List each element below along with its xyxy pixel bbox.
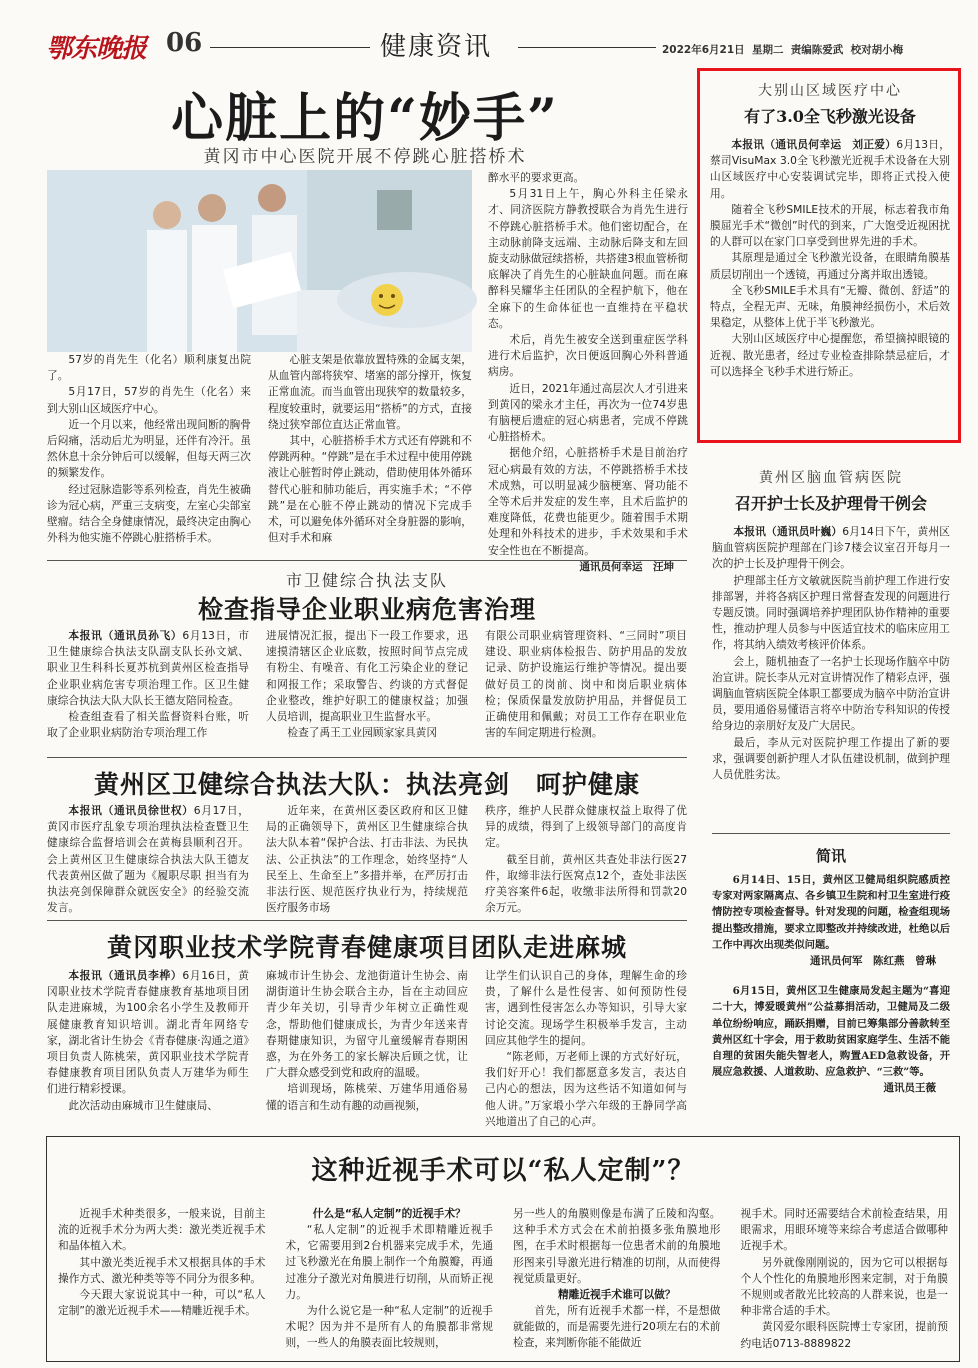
brief-byline: 通讯员何军 陈红燕 曾琳 (810, 955, 936, 968)
paragraph: 醉水平的要求更高。 (488, 171, 585, 184)
article4-title: 黄冈职业技术学院青春健康项目团队走进麻城 (106, 933, 627, 962)
paragraph: 此次活动由麻城市卫生健康局、 (68, 1098, 219, 1112)
byline: 通讯员何幸运 汪坤 (579, 560, 674, 573)
paragraph: “私人定制”的近视手术即精雕近视手术，它需要用到2台机器来完成手术，先通过飞秒激光在角膜上制作一个角膜瓣，再通过准分子激光对角膜进行切削，从而矫正视力。 (285, 1223, 493, 1301)
paragraph: 其中激光类近视手术又根据具体的手术操作方式、激光种类等等不同分为很多种。 (58, 1255, 266, 1285)
paragraph: 本报讯（通讯员何幸运 刘正爱）6月13日，蔡司VisuMax 3.0全飞秒激光近视手术设备在大别山区域医疗中心安装调试完毕，即将正式投入使用。 (710, 138, 950, 200)
paragraph: 另一些人的角膜则像是布满了丘陵和沟壑。这种手术方式会在术前拍摄多张角膜地形图，在手术时根据每一位患者术前的角膜地形图来引导激光进行精准的切削，从而使得视觉质量更好。 (513, 1207, 721, 1285)
brief-byline: 通讯员王薇 (883, 1082, 936, 1095)
paragraph: 经过冠脉造影等系列检查，肖先生被确诊为冠心病，严重三支病变，左室心尖部室壁瘤。结合全身健康情况，最终决定由胸心外科为他实施不停跳心脏搭桥手术。 (47, 482, 251, 545)
paragraph: 护理部主任方文敏就医院当前护理工作进行安排部署，并将各病区护理日常督查发现的问题进行专题反馈。同时强调培养护理团队协作精神的重要性，推动护理人员参与中医适宜技术的临床应用工作，将其纳入绩效考核评价体系。 (712, 573, 950, 652)
main-headline: 心脏上的“妙手” (171, 88, 559, 149)
main-body (47, 352, 472, 548)
paragraph: 本报讯（通讯员徐世权）6月17日，黄冈市医疗乱象专项治理执法检查暨卫生健康综合监督培训会在黄梅县顺利召开。会上黄州区卫生健康综合执法大队王德友代表黄州区做了题为《履职尽职 担当有为 执法亮剑保障群众就医安全》的经验交流发言。 (47, 804, 249, 915)
paragraph: 其中，心脏搭桥手术方式还有停跳和不停跳两种。“停跳”是在手术过程中使用停跳液让心脏暂时停止跳动，借助使用体外循环替代心脏和肺功能后，再实施手术；“不停跳”是在心脏不停止跳动的情况下完成手术，可以避免体外循环对全身脏器的影响，但对手术和麻 (268, 434, 472, 545)
article2-body (47, 628, 687, 752)
paragraph: 本报讯（通讯员叶巍）6月14日下午，黄州区脑血管病医院护理部在门诊7楼会议室召开每月一次的护士长及护理骨干例会。 (712, 525, 950, 571)
article3-body (47, 803, 687, 913)
paragraph: 5月31日上午，胸心外科主任梁永才、同济医院方静教授联合为肖先生进行不停跳心脏搭桥手术。他们密切配合，在主动脉前降支远端、主动脉后降支和左回旋支动脉做冠续搭桥，共搭建3根血管桥彻底解决了肖先生的心脏缺血问题。而在麻醉科吴耀华主任团队的全程护航下，他在全麻下的生命体征也一直维持在平稳状态。 (488, 187, 688, 330)
sidebar2-kicker: 黄州区脑血管病医院 (759, 470, 903, 486)
article2-title: 检查指导企业职业病危害治理 (197, 595, 536, 624)
main-col-3 (488, 170, 688, 573)
article4-body (47, 968, 687, 1128)
paragraph: 最后，李从元对医院护理工作提出了新的要求，强调要创新护理人才队伍建设机制，做到护理人员优胜劣汰。 (712, 735, 950, 782)
paragraph: 检查了禹王工业园顾家家具黄冈 (287, 726, 438, 740)
rule (47, 757, 687, 758)
paragraph: 黄冈爱尔眼科医院博士专家团，提前预约电话0713-8889822 (740, 1320, 948, 1350)
briefs-title: 简讯 (815, 847, 846, 865)
sidebar1-kicker: 大别山区域医疗中心 (758, 83, 902, 99)
rule (47, 560, 687, 561)
sidebar1 (710, 80, 950, 435)
main-col-1 (47, 352, 251, 548)
main-subtitle: 黄冈市中心医院开展不停跳心脏搭桥术 (203, 147, 527, 167)
page-number: 06 (166, 28, 203, 58)
briefs (712, 845, 950, 1110)
paragraph: 近一个月以来，他经常出现间断的胸骨后闷痛，活动后尤为明显，还伴有冷汗。虽然休息十余分钟后可以缓解，但每天两三次的频繁发作。 (47, 417, 251, 480)
paragraph: 本报讯（通讯员李桦）6月16日，黄冈职业技术学院青春健康教育基地项目团队走进麻城，为100余名小学生及教师开展健康教育知识培训。湖北青年网络专家，湖北省计生协会《青春健康·沟通之道》项目负责人陈桃荣，黄冈职业技术学院青春健康教育项目团队负责人万建华为师生们进行精彩授课。 (47, 969, 249, 1096)
paragraph: 全飞秒SMILE手术具有“无瓣、微创、舒适”的特点，全程无声、无味，角膜神经损伤小，术后效果稳定，从整体上优于半飞秒激光。 (710, 283, 950, 330)
main-col-2 (268, 352, 472, 548)
paragraph: 麻城市计生协会、龙池街道计生协会、南湖街道计生协会联合主办，旨在主动回应青少年关切，引导青少年树立正确性观念，帮助他们健康成长，为青少年送来青春期健康知识，为留守儿童缓解青春期困惑，为在外务工的家长解决后顾之忧，让广大群众感受到党和政府的温暖。 (266, 969, 468, 1080)
paragraph: 首先，所有近视手术都一样，不是想做就能做的，而是需要先进行20项左右的术前检查，来判断你能不能做近 (513, 1304, 721, 1350)
masthead-rule-left (210, 47, 370, 48)
paragraph: 大别山区域医疗中心提醒您，希望摘掉眼镜的近视、散光患者，经过专业检查排除禁忌症后，才可以选择全飞秒手术进行矫正。 (710, 332, 950, 378)
paragraph: 检查组查看了相关监督资料台账，听取了企业职业病防治专项治理工作 (47, 710, 249, 740)
paragraph: 今天跟大家说说其中一种，可以“私人定制”的激光近视手术——精雕近视手术。 (58, 1288, 266, 1318)
sidebar2-title: 召开护士长及护理骨干例会 (734, 494, 927, 513)
rule (47, 920, 687, 921)
paragraph: 另外就像刚刚说的，因为它可以根据每个人个性化的角膜地形图来定制，对于角膜不规则或者散光比较高的人群来说，也是一种非常合适的手术。 (740, 1255, 948, 1318)
masthead-logo: 鄂东晚报 (46, 34, 147, 64)
article2-kicker: 市卫健综合执法支队 (285, 571, 448, 590)
paragraph: 培训现场，陈桃荣、万建华用通俗易懂的语言和生动有趣的动画视频， (266, 1082, 468, 1112)
feature-title: 这种近视手术可以“私人定制”？ (311, 1156, 695, 1186)
paragraph: 会上，随机抽查了一名护士长现场作脑卒中防治宣讲。院长李从元对宣讲情况作了精彩点评，强调脑血管病医院全体职工都要成为脑卒中防治宣讲员，要用通俗易懂语言将卒中防治专科知识的传授给身边的亲朋好友及广大居民。 (712, 654, 950, 733)
paragraph: 术后，肖先生被安全送到重症医学科进行术后监护，次日便返回胸心外科普通病房。 (488, 333, 688, 379)
sidebar2 (712, 467, 950, 827)
paragraph: 进展情况汇报，提出下一段工作要求，迅速摸清辖区企业底数，按照时间节点完成有粉尘、有噪音、有化工污染企业的登记和网报工作；采取警告、约谈的方式督促企业整改，维护好职工的健康权益；加强人员培训，提高职业卫生监督水平。 (266, 629, 468, 724)
sidebar1-title: 有了3.0全飞秒激光设备 (744, 107, 916, 126)
feature-subheading: 什么是“私人定制”的近视手术？ (312, 1207, 466, 1220)
section-name: 健康资讯 (380, 32, 493, 62)
paragraph: 心脏支架是依靠放置特殊的金属支架，从血管内部将狭窄、堵塞的部分撑开，恢复正常血流。而当血管出现狭窄的数量较多，程度较重时，就要运用“搭桥”的方式，直接绕过狭窄部位直达正常血管。 (268, 353, 472, 431)
paragraph: 为什么说它是一种“私人定制”的近视手术呢？因为并不是所有人的角膜都非常规则，一些人的角膜表面比较规则， (285, 1304, 493, 1350)
paragraph: 截至目前，黄州区共查处非法行医27件，取缔非法行医窝点12个，查处非法医疗美容案件6起，收缴非法所得和罚款20余万元。 (485, 852, 687, 915)
paragraph: 让学生们认识自己的身体，理解生命的珍贵，了解什么是性侵害、如何预防性侵害，遇到性侵害怎么办等知识，引导大家讨论交流。现场学生积极举手发言，主动回应其他学生的提问。 (485, 969, 687, 1047)
paragraph: “陈老师，万老师上课的方式好好玩，我们好开心！我们都愿意多发言，表达自己内心的想法，因为这些话不知道如何与他人讲。”万家塅小学六年级的王静同学高兴地道出了自己的心声。 (485, 1050, 687, 1128)
masthead-info: 2022年6月21日 星期二 责编陈爱武 校对胡小梅 (662, 44, 904, 56)
paragraph: 视手术。同时还需要结合术前检查结果，用眼需求，用眼环境等来综合考虑适合做哪种近视手术。 (740, 1207, 948, 1253)
brief-paragraph: 6月15日，黄州区卫生健康局发起主题为“喜迎二十大，博爱暖黄州”公益募捐活动，卫健局及二级单位纷纷响应，踊跃捐赠，目前已筹集部分善款转至黄州区红十字会，用于救助贫困家庭学生、生活不能自理的贫困失能失智老人，购置AED急救设备，开展应急救援、人道救助、应急救护、“三救”等。 (712, 985, 950, 1079)
paragraph: 有限公司职业病管理资料、“三同时”项目建设、职业病体检报告、防护用品的发放记录、防护设施运行维护等情况。提出要做好员工的岗前、岗中和岗后职业病体检；保质保量发放防护用品，并督促员工正确使用和佩戴；对员工工作存在职业危害的车间定期进行检测。 (485, 629, 687, 740)
paragraph: 近年来，在黄州区委区政府和区卫健局的正确领导下，黄州区卫生健康综合执法大队本着“保护合法、打击非法、为民执法、公正执法”的工作理念，始终坚持“人民至上、生命至上”多措并举，在严厉打击非法行医、规范医疗执业行为，持续规范医疗服务市场 (266, 804, 468, 915)
feature-body (58, 1206, 948, 1356)
paragraph: 随着全飞秒SMILE技术的开展，标志着我市角膜屈光手术“微创”时代的到来，广大饱受近视困扰的人群可以在家门口享受到世界先进的手术。 (710, 202, 950, 249)
paragraph: 据他介绍，心脏搭桥手术是目前治疗冠心病最有效的方法，不停跳搭桥手术技术成熟，可以明显减少脑梗塞、肾功能不全等术后并发症的发生率，且术后监护的难度降低，花费也能更少。随着围手术期处理和外科技术的进步，手术效果和手术安全性也在不断提高。 (488, 446, 688, 557)
paragraph: 5月17日，57岁的肖先生（化名）来到大别山区域医疗中心。 (47, 385, 251, 415)
paragraph: 其原理是通过全飞秒激光设备，在眼睛角膜基质层切削出一个透镜，再通过分离并取出透镜。 (710, 251, 950, 281)
main-photo (47, 170, 472, 352)
feature-subheading: 精雕近视手术谁可以做？ (557, 1288, 676, 1302)
brief-paragraph: 6月14日、15日，黄州区卫健局组织院感质控专家对两家隔离点、各乡镇卫生院和村卫生室进行疫情防控专项检查督导。针对发现的问题，检查组现场提出整改措施，要求立即整改并持续改进，杜绝以后工作中再次出现类似问题。 (712, 874, 950, 951)
paragraph: 近视手术种类很多，一般来说，目前主流的近视手术分为两大类：激光类近视手术和晶体植入术。 (58, 1207, 266, 1253)
rule (712, 833, 950, 834)
paragraph: 57岁的肖先生（化名）顺利康复出院了。 (47, 353, 251, 383)
paragraph: 秩序，维护人民群众健康权益上取得了优异的成绩，得到了上级领导部门的高度肯定。 (485, 804, 687, 850)
paragraph: 近日，2021年通过高层次人才引进来到黄冈的梁永才主任，再次为一位74岁患有脑梗后遗症的冠心病患者，完成不停跳心脏搭桥术。 (488, 381, 688, 444)
paragraph: 本报讯（通讯员孙飞）6月13日，市卫生健康综合执法支队副支队长孙文斌、职业卫生科科长夏苏杭到黄州区检查指导企业职业病危害专项治理工作。区卫生健康综合执法大队大队长王德友陪同检查。 (47, 629, 249, 707)
article3-title: 黄州区卫健综合执法大队：执法亮剑 呵护健康 (93, 770, 640, 799)
masthead-rule-right (518, 47, 656, 48)
